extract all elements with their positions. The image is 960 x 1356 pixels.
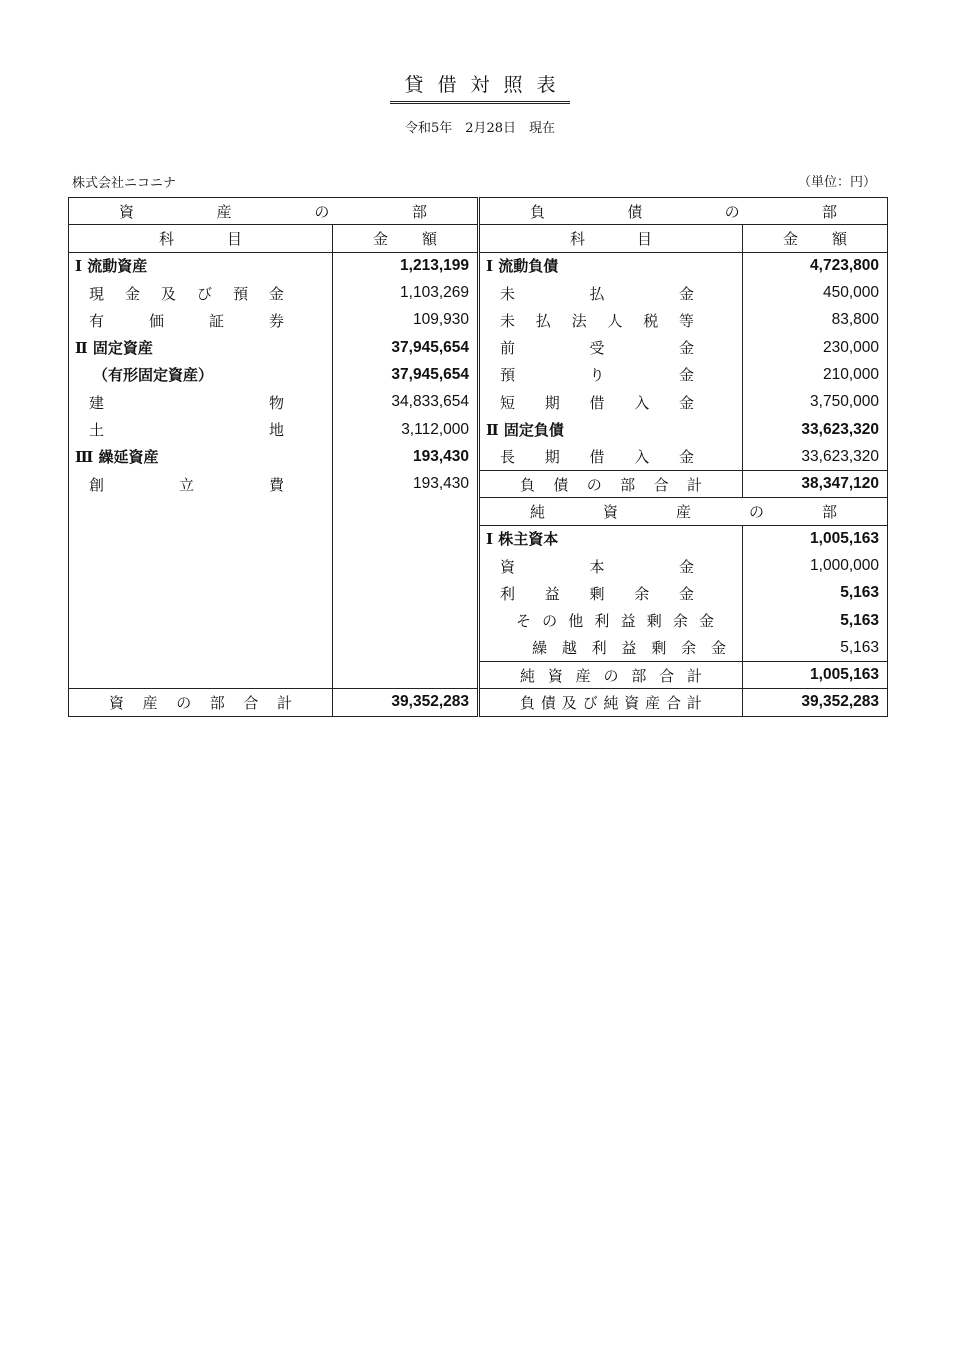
liabilities-amount: 33,623,320 — [743, 443, 888, 470]
assets-empty-cell — [333, 498, 478, 525]
assets-empty-cell — [333, 662, 478, 689]
assets-empty-cell — [69, 580, 333, 607]
net-assets-amount: 1,000,000 — [743, 552, 888, 579]
table-row — [69, 580, 888, 607]
assets-account-label: 土 地 — [69, 416, 333, 443]
net-assets-subtotal-amount: 1,005,163 — [743, 662, 888, 689]
assets-amount: 37,945,654 — [333, 361, 478, 388]
assets-empty-cell — [69, 662, 333, 689]
assets-amount: 34,833,654 — [333, 389, 478, 416]
assets-account-label: （有形固定資産） — [69, 361, 333, 388]
assets-account-label: Ⅲ 繰延資産 — [69, 443, 333, 470]
table-row — [69, 662, 888, 689]
liabilities-account-label: 長 期 借 入 金 — [480, 443, 743, 470]
net-assets-section-header: 純 資 産 の 部 — [480, 498, 888, 525]
assets-section-header: 資 産 の 部 — [69, 198, 478, 225]
liabilities-amount: 3,750,000 — [743, 389, 888, 416]
assets-amount: 1,213,199 — [333, 252, 478, 279]
assets-amount: 193,430 — [333, 470, 478, 497]
net-assets-account-label: 繰 越 利 益 剰 余 金 — [480, 634, 743, 661]
assets-amount: 1,103,269 — [333, 279, 478, 306]
net-assets-account-label: そ の 他 利 益 剰 余 金 — [480, 607, 743, 634]
assets-account-label: 創 立 費 — [69, 470, 333, 497]
table-row — [69, 361, 888, 388]
assets-empty-cell — [333, 525, 478, 552]
table-row — [69, 443, 888, 470]
assets-total-amount: 39,352,283 — [333, 689, 478, 716]
liabilities-subtotal-amount: 38,347,120 — [743, 470, 888, 497]
liabilities-account-label: 前 受 金 — [480, 334, 743, 361]
liabilities-amount: 33,623,320 — [743, 416, 888, 443]
liabilities-amount: 83,800 — [743, 307, 888, 334]
assets-empty-cell — [69, 552, 333, 579]
assets-col-item: 科 目 — [69, 225, 333, 252]
liabilities-section-header: 負 債 の 部 — [480, 198, 888, 225]
table-row — [69, 607, 888, 634]
table-row — [69, 279, 888, 306]
net-assets-amount: 1,005,163 — [743, 525, 888, 552]
assets-account-label: Ⅰ 流動資産 — [69, 252, 333, 279]
liabilities-account-label: 未 払 金 — [480, 279, 743, 306]
net-assets-account-label: 資 本 金 — [480, 552, 743, 579]
assets-amount: 37,945,654 — [333, 334, 478, 361]
grand-total-label: 負 債 及 び 純 資 産 合 計 — [480, 689, 743, 716]
net-assets-amount: 5,163 — [743, 580, 888, 607]
grand-total-amount: 39,352,283 — [743, 689, 888, 716]
unit-label: （単位：円） — [797, 175, 876, 190]
liabilities-amount: 4,723,800 — [743, 252, 888, 279]
balance-sheet-table — [68, 197, 888, 717]
document-title: 貸借対照表 — [0, 70, 960, 104]
table-row — [69, 307, 888, 334]
liabilities-col-item: 科 目 — [480, 225, 743, 252]
assets-account-label: 有 価 証 券 — [69, 307, 333, 334]
assets-total-label: 資 産 の 部 合 計 — [69, 689, 333, 716]
liabilities-amount: 230,000 — [743, 334, 888, 361]
liabilities-account-label: 未 払 法 人 税 等 — [480, 307, 743, 334]
liabilities-amount: 210,000 — [743, 361, 888, 388]
table-row — [69, 634, 888, 661]
assets-col-amount: 金 額 — [333, 225, 478, 252]
assets-empty-cell — [69, 498, 333, 525]
liabilities-amount: 450,000 — [743, 279, 888, 306]
table-row — [69, 334, 888, 361]
assets-empty-cell — [69, 525, 333, 552]
assets-empty-cell — [69, 607, 333, 634]
assets-empty-cell — [333, 580, 478, 607]
table-row — [69, 389, 888, 416]
table-row — [69, 252, 888, 279]
table-row — [69, 470, 888, 497]
liabilities-subtotal-label: 負 債 の 部 合 計 — [480, 470, 743, 497]
liabilities-col-amount: 金 額 — [743, 225, 888, 252]
assets-empty-cell — [333, 607, 478, 634]
assets-amount: 193,430 — [333, 443, 478, 470]
assets-empty-cell — [333, 634, 478, 661]
assets-empty-cell — [333, 552, 478, 579]
net-assets-amount: 5,163 — [743, 607, 888, 634]
net-assets-account-label: Ⅰ 株主資本 — [480, 525, 743, 552]
assets-empty-cell — [69, 634, 333, 661]
liabilities-account-label: 短 期 借 入 金 — [480, 389, 743, 416]
assets-account-label: 建 物 — [69, 389, 333, 416]
assets-account-label: Ⅱ 固定資産 — [69, 334, 333, 361]
net-assets-subtotal-label: 純 資 産 の 部 合 計 — [480, 662, 743, 689]
table-row — [69, 416, 888, 443]
liabilities-account-label: Ⅰ 流動負債 — [480, 252, 743, 279]
net-assets-amount: 5,163 — [743, 634, 888, 661]
table-row — [69, 525, 888, 552]
assets-amount: 3,112,000 — [333, 416, 478, 443]
liabilities-account-label: 預 り 金 — [480, 361, 743, 388]
report-date: 令和5年 2月28日 現在 — [404, 121, 556, 136]
table-row — [69, 552, 888, 579]
company-name: 株式会社ニコニナ — [72, 176, 177, 191]
assets-amount: 109,930 — [333, 307, 478, 334]
assets-account-label: 現 金 及 び 預 金 — [69, 279, 333, 306]
liabilities-account-label: Ⅱ 固定負債 — [480, 416, 743, 443]
net-assets-account-label: 利 益 剰 余 金 — [480, 580, 743, 607]
table-row — [69, 498, 888, 525]
